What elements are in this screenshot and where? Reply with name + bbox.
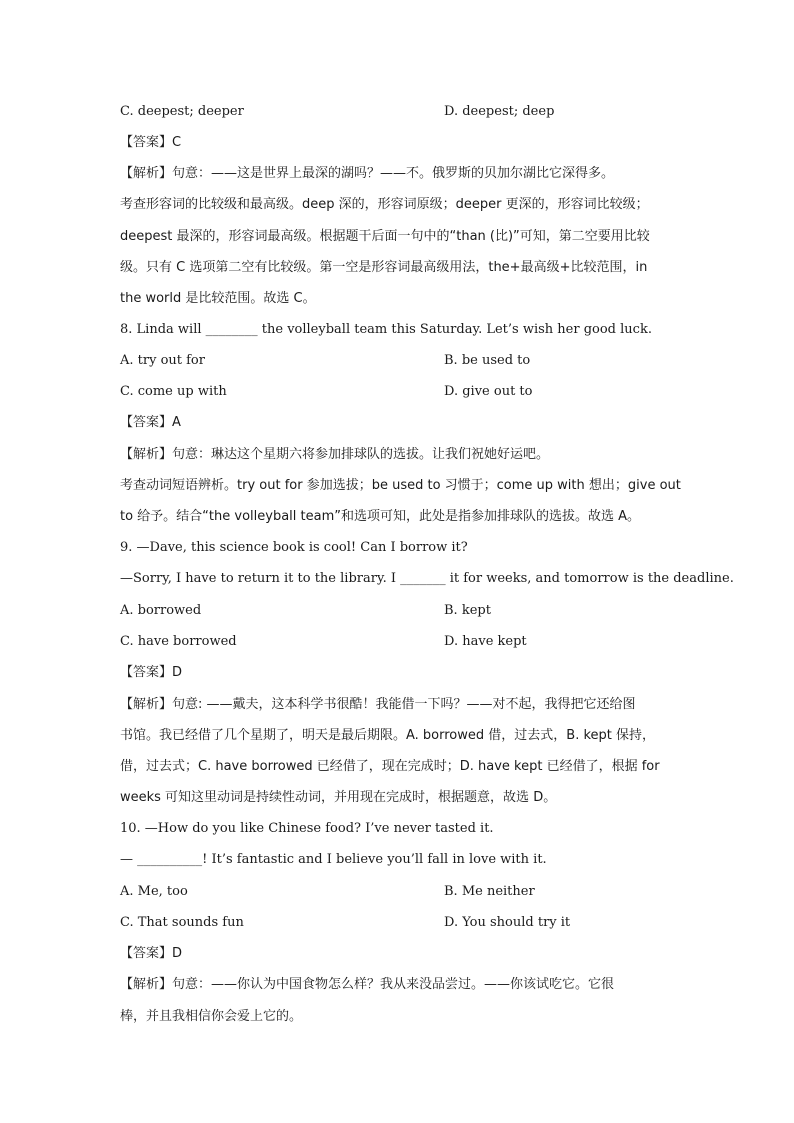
q10-answer: 【答案】D: [120, 946, 183, 961]
q9-explanation-line-4: weeks 可知这里动词是持续性动词，并用现在完成时，根据题意，故选 D。: [120, 790, 557, 805]
q10-option-a: A. Me, too: [120, 884, 188, 899]
q8-option-d: D. give out to: [444, 384, 533, 399]
q8-option-b: B. be used to: [444, 353, 531, 368]
q10-stem-line-2: — __________! It’s fantastic and I believe you’ll fall in love with it.: [120, 852, 547, 867]
q7-explanation-line-5: the world 是比较范围。故选 C。: [120, 291, 316, 306]
q9-answer: 【答案】D: [120, 665, 183, 680]
q9-option-d: D. have kept: [444, 634, 527, 649]
q10-option-c: C. That sounds fun: [120, 915, 244, 930]
q9-stem-line-2: —Sorry, I have to return it to the library. I _______ it for weeks, and tomorrow is the deadline.: [120, 571, 734, 586]
q7-answer: 【答案】C: [120, 135, 182, 150]
q8-explanation-line-3: to 给予。结合“the volleyball team”和选项可知，此处是指参加排球队的选拔。故选 A。: [120, 509, 641, 524]
q8-stem: 8. Linda will ________ the volleyball team this Saturday. Let’s wish her good luck.: [120, 322, 652, 337]
q7-explanation-line-2: 考查形容词的比较级和最高级。deep 深的，形容词原级；deeper 更深的，形容词比较级；: [120, 197, 649, 212]
q10-explanation-line-1: 【解析】句意：——你认为中国食物怎么样？我从来没品尝过。——你该试吃它。它很: [120, 977, 615, 992]
q7-explanation-line-3: deepest 最深的，形容词最高级。根据题干后面一句中的“than (比)”可知，第二空要用比较: [120, 229, 650, 244]
q7-option-c: C. deepest; deeper: [120, 104, 244, 119]
q9-option-b: B. kept: [444, 603, 491, 618]
q10-option-d: D. You should try it: [444, 915, 571, 930]
q8-explanation-line-1: 【解析】句意：琳达这个星期六将参加排球队的选拔。让我们祝她好运吧。: [120, 447, 550, 462]
q8-answer: 【答案】A: [120, 415, 181, 430]
q7-explanation-line-4: 级。只有 C 选项第二空有比较级。第一空是形容词最高级用法，the+最高级+比较范围，in: [120, 260, 648, 275]
q9-explanation-line-2: 书馆。我已经借了几个星期了，明天是最后期限。A. borrowed 借，过去式，B. kept 保持，: [120, 728, 656, 743]
q10-stem-line-1: 10. —How do you like Chinese food? I’ve never tasted it.: [120, 821, 494, 836]
q8-option-a: A. try out for: [120, 353, 205, 368]
q7-explanation-line-1: 【解析】句意：——这是世界上最深的湖吗？——不。俄罗斯的贝加尔湖比它深得多。: [120, 166, 615, 181]
q9-explanation-line-3: 借，过去式；C. have borrowed 已经借了，现在完成时；D. have kept 已经借了，根据 for: [120, 759, 660, 774]
q7-option-d: D. deepest; deep: [444, 104, 555, 119]
q8-option-c: C. come up with: [120, 384, 227, 399]
q9-option-c: C. have borrowed: [120, 634, 237, 649]
q10-explanation-line-2: 棒，并且我相信你会爱上它的。: [120, 1009, 303, 1024]
q9-option-a: A. borrowed: [120, 603, 202, 618]
q8-explanation-line-2: 考查动词短语辨析。try out for 参加选拔；be used to 习惯于；come up with 想出；give out: [120, 478, 681, 493]
q9-explanation-line-1: 【解析】句意: ——戴夫，这本科学书很酷！我能借一下吗？——对不起，我得把它还给图: [120, 697, 636, 712]
q9-stem-line-1: 9. —Dave, this science book is cool! Can I borrow it?: [120, 540, 468, 555]
q10-option-b: B. Me neither: [444, 884, 535, 899]
